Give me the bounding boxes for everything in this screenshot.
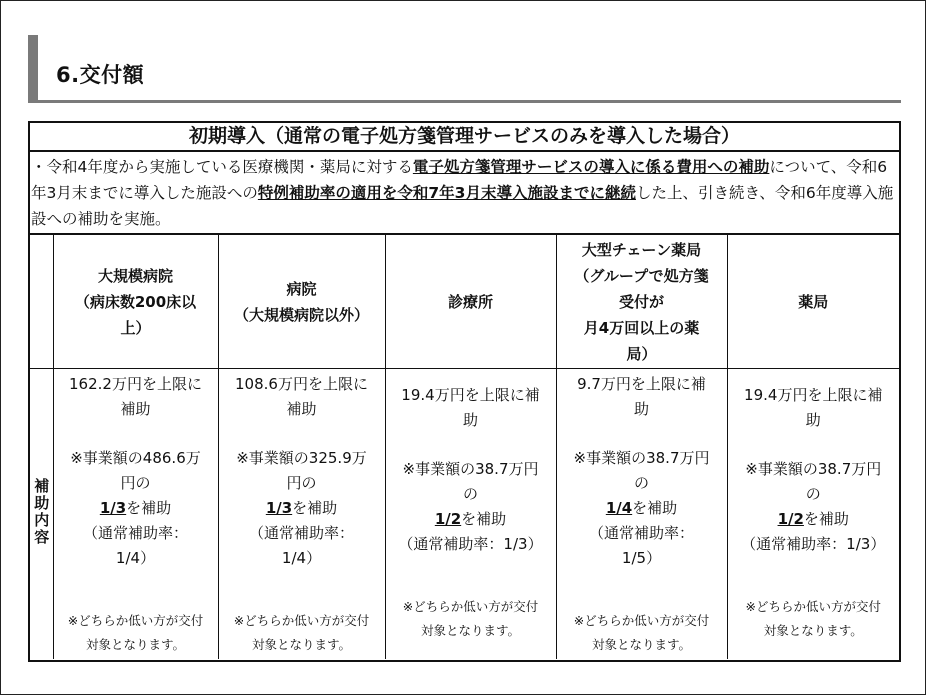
subsidy-table [30, 235, 899, 659]
calc-text: ※事業額の38.7万円 の 1/4を補助 （通常補助率： 1/5） [573, 449, 710, 567]
calc-text: ※事業額の38.7万円 の 1/2を補助 （通常補助率：1/3） [398, 460, 543, 553]
subsidy-cell [727, 369, 899, 660]
desc-emphasis-1: 電子処方箋管理サービスの導入に係る費用への補助 [412, 158, 770, 176]
row-label-cell [30, 369, 53, 660]
rate-value: 1/3 [265, 499, 293, 517]
subsidy-cell [556, 369, 727, 660]
limit-text: 162.2万円を上限に 補助 [69, 375, 202, 418]
subsidy-cell [53, 369, 218, 660]
column-header: 大規模病院 （病床数200床以 上） [53, 235, 218, 369]
subsidy-cell [218, 369, 385, 660]
subsidy-panel [28, 121, 901, 662]
calc-text: ※事業額の486.6万 円の 1/3を補助 （通常補助率： 1/4） [70, 449, 201, 567]
rate-value: 1/2 [777, 510, 804, 528]
desc-emphasis-2: 特例補助率の適用を令和7年3月末導入施設までに継続 [257, 184, 636, 202]
note-text: ※どちらか低い方が交付 対象となります。 [402, 599, 539, 638]
limit-text: 108.6万円を上限に 補助 [235, 375, 368, 418]
section-title: 6.交付額 [56, 63, 145, 87]
rate-value: 1/2 [434, 510, 462, 528]
desc-text-2: について、令和6年3月末までに導入した施設への [31, 158, 888, 202]
limit-text: 19.4万円を上限に補 助 [744, 386, 883, 429]
subsidy-row [30, 369, 899, 660]
note-text: ※どちらか低い方が交付 対象となります。 [745, 599, 881, 638]
rate-value: 1/3 [99, 499, 127, 517]
column-header: 診療所 [385, 235, 556, 369]
calc-text: ※事業額の38.7万円 の 1/2を補助 （通常補助率：1/3） [741, 460, 886, 553]
header-row [30, 235, 899, 369]
column-header: 薬局 [727, 235, 899, 369]
note-text: ※どちらか低い方が交付 対象となります。 [573, 613, 710, 652]
column-header: 病院 （大規模病院以外） [218, 235, 385, 369]
row-label: 補助内容 [32, 478, 51, 546]
panel-title: 初期導入（通常の電子処方箋管理サービスのみを導入した場合） [30, 123, 899, 152]
panel-description [30, 152, 899, 235]
calc-text: ※事業額の325.9万 円の 1/3を補助 （通常補助率： 1/4） [236, 449, 367, 567]
header-corner-cell [30, 235, 53, 369]
subsidy-cell [385, 369, 556, 660]
limit-text: 19.4万円を上限に補 助 [401, 386, 540, 429]
desc-text-1: ・令和4年度から実施している医療機関・薬局に対する [31, 158, 413, 176]
note-text: ※どちらか低い方が交付 対象となります。 [67, 613, 204, 652]
column-header: 大型チェーン薬局 （グループで処方箋 受付が 月4万回以上の薬 局） [556, 235, 727, 369]
limit-text: 9.7万円を上限に補 助 [577, 375, 706, 418]
desc-text-3: した上、引き続き、令和6年度導入施設への補助を実施。 [31, 184, 894, 228]
note-text: ※どちらか低い方が交付 対象となります。 [233, 613, 370, 652]
rate-value: 1/4 [605, 499, 633, 517]
section-heading [28, 35, 901, 103]
